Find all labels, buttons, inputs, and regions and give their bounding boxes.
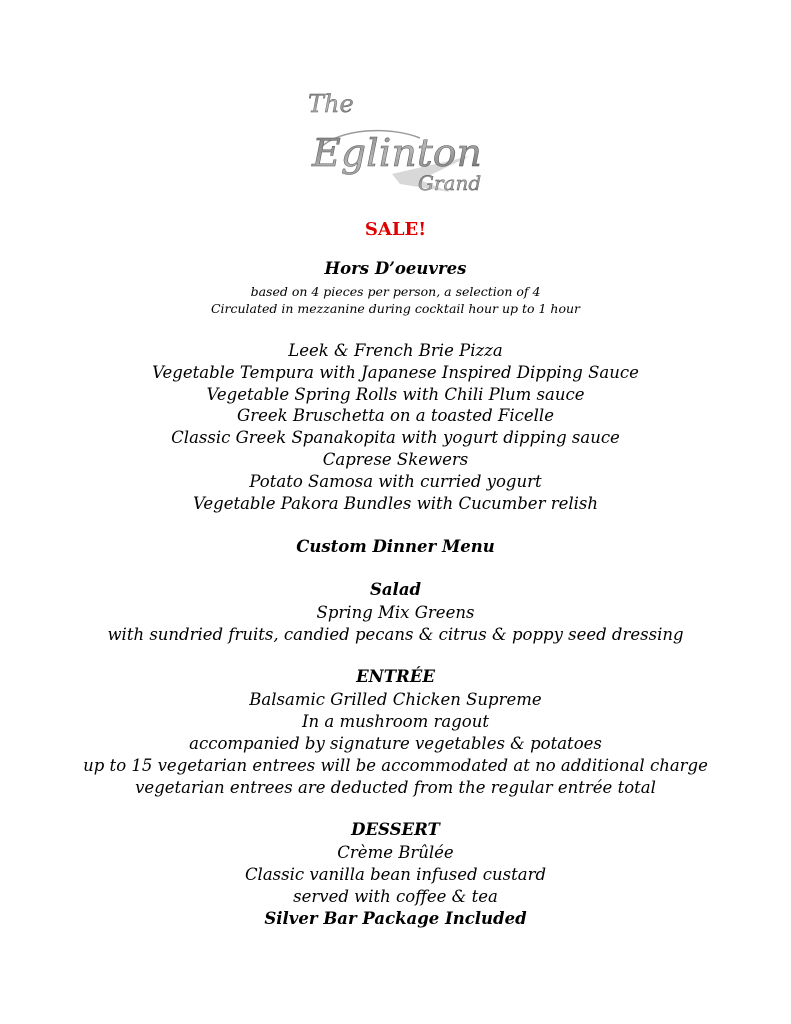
logo-graphic — [300, 88, 492, 198]
dessert-line: Classic vanilla bean infused custard — [244, 865, 547, 884]
salad-line: with sundried fruits, candied pecans & citrus & poppy seed dressing — [107, 625, 684, 644]
hors-doeuvres-item: Leek & French Brie Pizza — [288, 341, 503, 360]
custom-dinner-title: Custom Dinner Menu — [296, 537, 495, 556]
salad-title: Salad — [369, 580, 422, 599]
dessert-line: Crème Brûlée — [337, 843, 454, 862]
salad-line: Spring Mix Greens — [316, 603, 475, 622]
eglinton-grand-logo — [300, 88, 492, 198]
bar-package-note: Silver Bar Package Included — [264, 909, 527, 928]
entree-title: ENTRÉE — [356, 667, 435, 686]
hors-doeuvres-item: Vegetable Spring Rolls with Chili Plum sauce — [206, 385, 585, 404]
entree-line: up to 15 vegetarian entrees will be accommodated at no additional charge — [83, 756, 708, 775]
logo-eglinton-text: Eglinton — [310, 131, 482, 175]
hors-doeuvres-item: Greek Bruschetta on a toasted Ficelle — [237, 406, 554, 425]
hors-doeuvres-item: Potato Samosa with curried yogurt — [249, 472, 542, 491]
hors-doeuvres-note: Circulated in mezzanine during cocktail hour up to 1 hour — [210, 301, 581, 316]
hors-doeuvres-item: Vegetable Pakora Bundles with Cucumber relish — [192, 494, 599, 513]
hors-doeuvres-item: Vegetable Tempura with Japanese Inspired Dipping Sauce — [152, 363, 639, 382]
dessert-title: DESSERT — [351, 820, 440, 839]
hors-doeuvres-item: Caprese Skewers — [322, 450, 469, 469]
dessert-line: served with coffee & tea — [293, 887, 498, 906]
logo-the-text: The — [308, 90, 354, 118]
hors-doeuvres-title: Hors D’oeuvres — [324, 259, 467, 278]
entree-line: Balsamic Grilled Chicken Supreme — [249, 690, 542, 709]
entree-line: vegetarian entrees are deducted from the regular entrée total — [135, 778, 656, 797]
hors-doeuvres-item: Classic Greek Spanakopita with yogurt dipping sauce — [171, 428, 620, 447]
sale-banner: SALE! — [364, 219, 427, 240]
logo-grand-text: Grand — [418, 171, 482, 195]
entree-line: In a mushroom ragout — [302, 712, 489, 731]
entree-line: accompanied by signature vegetables & potatoes — [189, 734, 602, 753]
hors-doeuvres-note: based on 4 pieces per person, a selection of 4 — [250, 284, 541, 299]
